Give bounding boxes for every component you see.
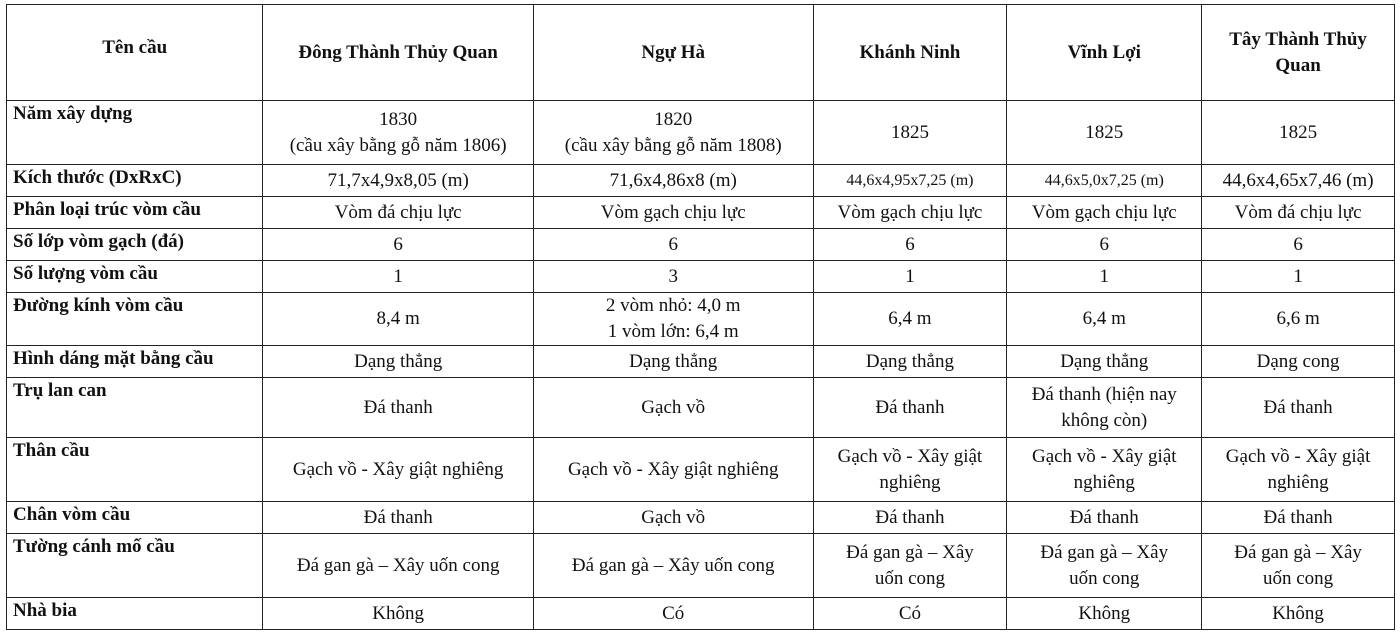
table-cell <box>263 101 534 165</box>
table-cell <box>1202 534 1395 598</box>
table-cell <box>263 502 534 534</box>
table-row <box>7 346 1395 378</box>
table-body <box>7 101 1395 630</box>
cell-line: Vòm gạch chịu lực <box>600 201 746 223</box>
cell-line: 44,6x4,95x7,25 (m) <box>846 171 974 189</box>
table-row <box>7 197 1395 229</box>
bridge-comparison-table <box>6 4 1395 630</box>
cell-line: 1 <box>1293 265 1303 287</box>
cell-line: Không <box>372 602 425 624</box>
cell-line: Đá thanh <box>363 396 433 418</box>
cell-line: uốn cong <box>1262 567 1334 589</box>
table-cell <box>533 261 813 293</box>
cell-line: Đá gan gà – Xây uốn cong <box>571 554 775 576</box>
table-row <box>7 438 1395 502</box>
cell-line: 44,6x4,65x7,46 (m) <box>1222 169 1374 191</box>
table-row <box>7 165 1395 197</box>
cell-line: Dạng thẳng <box>1060 350 1149 372</box>
row-label: Trụ lan can <box>7 378 263 438</box>
cell-line: Không <box>1078 602 1131 624</box>
table-cell <box>813 261 1007 293</box>
table-cell <box>263 197 534 229</box>
table-cell <box>1007 101 1202 165</box>
cell-line: Gạch vồ <box>641 506 706 528</box>
row-label: Hình dáng mặt bằng cầu <box>7 346 263 378</box>
cell-line: 1 vòm lớn: 6,4 m <box>607 321 739 342</box>
row-label: Kích thước (DxRxC) <box>7 165 263 197</box>
cell-line: 1 <box>905 265 915 287</box>
table-cell <box>533 502 813 534</box>
table-cell <box>263 378 534 438</box>
cell-line: Đá thanh <box>1069 506 1139 528</box>
bridge-header-vinh-loi: Vĩnh Lợi <box>1007 5 1202 101</box>
table-row <box>7 378 1395 438</box>
cell-line: Dạng thẳng <box>354 350 443 372</box>
table-cell <box>1202 293 1395 346</box>
cell-line: 6 <box>393 233 403 255</box>
cell-line: 1 <box>393 265 403 287</box>
cell-line: Gạch vồ - Xây giật <box>837 445 983 467</box>
table-cell <box>533 534 813 598</box>
cell-line: 6,6 m <box>1276 308 1320 329</box>
table-cell <box>813 197 1007 229</box>
cell-line: 1820 <box>654 108 693 130</box>
cell-line: Dạng cong <box>1256 350 1340 372</box>
cell-line: uốn cong <box>874 567 946 589</box>
cell-line: không còn) <box>1061 409 1148 431</box>
cell-line: Đá gan gà – Xây <box>846 541 974 563</box>
row-label: Năm xây dựng <box>7 101 263 165</box>
cell-line: Không <box>1272 602 1324 624</box>
table-cell <box>1202 229 1395 261</box>
table-cell <box>263 438 534 502</box>
table-cell <box>263 229 534 261</box>
table-cell <box>263 598 534 630</box>
cell-line: Đá thanh <box>875 396 945 418</box>
cell-line: Có <box>898 602 922 624</box>
row-label: Số lượng vòm cầu <box>7 261 263 293</box>
table-cell <box>1007 346 1202 378</box>
cell-line: Có <box>662 602 685 624</box>
bridge-header-khanh-ninh: Khánh Ninh <box>813 5 1007 101</box>
cell-line: Đá thanh <box>875 506 945 528</box>
table-cell <box>263 261 534 293</box>
table-row <box>7 598 1395 630</box>
table-cell <box>263 346 534 378</box>
table-cell <box>1007 229 1202 261</box>
table-cell <box>813 438 1007 502</box>
bridge-header-dong-thanh-thuy-quan: Đông Thành Thủy Quan <box>263 5 534 101</box>
table-cell <box>1007 534 1202 598</box>
cell-line: 1825 <box>1279 121 1318 143</box>
cell-line: 71,7x4,9x8,05 (m) <box>327 169 469 191</box>
cell-line: Gạch vồ - Xây giật <box>1031 445 1177 467</box>
row-label: Số lớp vòm gạch (đá) <box>7 229 263 261</box>
cell-line: (cầu xây bằng gỗ năm 1808) <box>564 134 782 156</box>
table-row <box>7 502 1395 534</box>
table-row <box>7 101 1395 165</box>
table-cell <box>533 346 813 378</box>
cell-line: 6,4 m <box>1082 308 1126 329</box>
row-label: Tường cánh mố cầu <box>7 534 263 598</box>
cell-line: Đá gan gà – Xây <box>1040 541 1169 563</box>
table-cell <box>1202 101 1395 165</box>
table-cell <box>533 197 813 229</box>
cell-line: 6,4 m <box>888 308 932 329</box>
table-cell <box>1007 438 1202 502</box>
cell-line: 2 vòm nhỏ: 4,0 m <box>605 295 741 316</box>
table-row <box>7 229 1395 261</box>
table-cell <box>1202 346 1395 378</box>
cell-line: 1825 <box>890 121 929 143</box>
table-cell <box>533 229 813 261</box>
table-cell <box>1202 502 1395 534</box>
table-cell <box>1007 293 1202 346</box>
cell-line: Đá thanh <box>1263 396 1333 418</box>
table-cell <box>813 101 1007 165</box>
table-cell <box>1202 261 1395 293</box>
cell-line: Vòm gạch chịu lực <box>837 201 983 223</box>
cell-line: Đá thanh (hiện nay <box>1031 383 1177 405</box>
table-cell <box>1007 378 1202 438</box>
cell-line: 6 <box>1293 233 1303 255</box>
row-label: Đường kính vòm cầu <box>7 293 263 346</box>
bridge-header-ngu-ha: Ngự Hà <box>533 5 813 101</box>
cell-line: Gạch vồ - Xây giật <box>1225 445 1371 467</box>
table-cell <box>1007 197 1202 229</box>
table-cell <box>1202 598 1395 630</box>
table-row <box>7 534 1395 598</box>
table-cell <box>263 165 534 197</box>
table-cell <box>1007 598 1202 630</box>
table-cell <box>1202 165 1395 197</box>
row-label: Thân cầu <box>7 438 263 502</box>
table-cell <box>1007 165 1202 197</box>
cell-line: Vòm đá chịu lực <box>334 201 462 223</box>
cell-line: 6 <box>905 233 915 255</box>
cell-line: Vòm gạch chịu lực <box>1031 201 1177 223</box>
table-cell <box>813 534 1007 598</box>
cell-line: 3 <box>668 265 678 287</box>
cell-line: nghiêng <box>1267 471 1329 493</box>
corner-header: Tên cầu <box>7 5 263 101</box>
cell-line: Gạch vồ - Xây giật nghiêng <box>567 458 779 480</box>
table-cell <box>813 378 1007 438</box>
table-cell <box>813 502 1007 534</box>
table-cell <box>813 598 1007 630</box>
cell-line: Đá thanh <box>363 506 433 528</box>
cell-line: 1825 <box>1085 121 1124 143</box>
table-cell <box>1202 197 1395 229</box>
cell-line: Đá gan gà – Xây uốn cong <box>296 554 500 576</box>
bridge-header-tay-thanh-thuy-quan: Tây Thành Thủy Quan <box>1202 5 1395 101</box>
table-cell <box>1007 502 1202 534</box>
table-cell <box>813 293 1007 346</box>
cell-line: Gạch vồ <box>641 396 706 418</box>
cell-line: nghiêng <box>879 471 941 493</box>
row-label: Chân vòm cầu <box>7 502 263 534</box>
table-cell <box>263 293 534 346</box>
table-cell <box>533 165 813 197</box>
table-cell <box>1007 261 1202 293</box>
header-row <box>7 5 1395 101</box>
cell-line: Đá thanh <box>1263 506 1333 528</box>
table-cell <box>533 378 813 438</box>
cell-line: 6 <box>1099 233 1109 255</box>
table-cell <box>813 346 1007 378</box>
table-cell <box>1202 438 1395 502</box>
cell-line: 6 <box>668 233 678 255</box>
cell-line: Vòm đá chịu lực <box>1234 201 1362 223</box>
table-row <box>7 293 1395 346</box>
table-cell <box>1202 378 1395 438</box>
table-cell <box>533 598 813 630</box>
cell-line: (cầu xây bằng gỗ năm 1806) <box>289 134 507 156</box>
cell-line: 71,6x4,86x8 (m) <box>609 169 737 191</box>
table-row <box>7 261 1395 293</box>
cell-line: 1830 <box>379 108 418 130</box>
cell-line: 44,6x5,0x7,25 (m) <box>1044 171 1164 189</box>
row-label: Phân loại trúc vòm cầu <box>7 197 263 229</box>
cell-line: uốn cong <box>1069 567 1140 589</box>
cell-line: 8,4 m <box>376 308 420 329</box>
cell-line: Dạng thẳng <box>629 350 718 372</box>
cell-line: 1 <box>1099 265 1109 287</box>
cell-line: Dạng thẳng <box>865 350 954 372</box>
row-label: Nhà bia <box>7 598 263 630</box>
table-cell <box>813 229 1007 261</box>
table-cell <box>813 165 1007 197</box>
cell-line: nghiêng <box>1073 471 1135 493</box>
table-cell <box>533 101 813 165</box>
table-cell <box>533 438 813 502</box>
cell-line: Đá gan gà – Xây <box>1234 541 1362 563</box>
table-cell <box>263 534 534 598</box>
table-cell <box>533 293 813 346</box>
cell-line: Gạch vồ - Xây giật nghiêng <box>292 458 504 480</box>
